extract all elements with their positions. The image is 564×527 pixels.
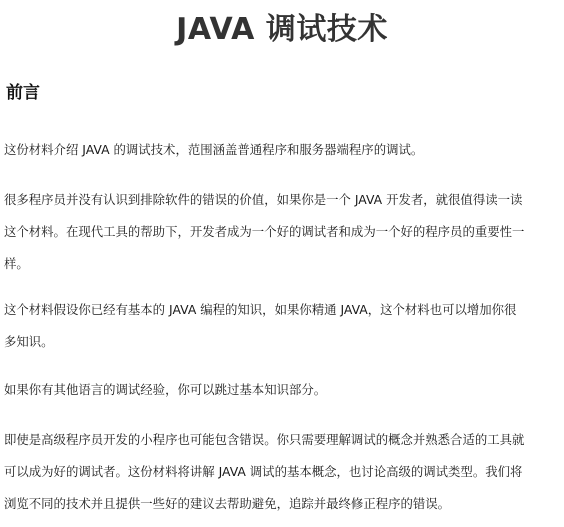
paragraph-line: 浏览不同的技术并且提供一些好的建议去帮助避免，追踪并最终修正程序的错误。 bbox=[4, 496, 451, 511]
paragraph-skip-basics bbox=[4, 374, 560, 406]
section-heading-preface: 前言 bbox=[6, 83, 40, 103]
paragraph-advanced bbox=[4, 424, 560, 520]
paragraph-line: 这份材料介绍 JAVA 的调试技术，范围涵盖普通程序和服务器端程序的调试。 bbox=[4, 142, 424, 157]
paragraph-line: 即使是高级程序员开发的小程序也可能包含错误。你只需要理解调试的概念并熟悉合适的工具就 bbox=[4, 432, 525, 447]
paragraph-line: 多知识。 bbox=[4, 334, 54, 349]
paragraph-value-of-debugging bbox=[4, 184, 560, 280]
paragraph-prerequisites bbox=[4, 294, 560, 358]
paragraph-intro bbox=[4, 134, 560, 166]
paragraph-line: 很多程序员并没有认识到排除软件的错误的价值，如果你是一个 JAVA 开发者，就很值得读一读 bbox=[4, 192, 523, 207]
paragraph-line: 这个材料。在现代工具的帮助下，开发者成为一个好的调试者和成为一个好的程序员的重要性一 bbox=[4, 224, 525, 239]
paragraph-line: 样。 bbox=[4, 256, 29, 271]
paragraph-line: 这个材料假设你已经有基本的 JAVA 编程的知识，如果你精通 JAVA，这个材料也可以增加你很 bbox=[4, 302, 517, 317]
paragraph-line: 可以成为好的调试者。这份材料将讲解 JAVA 调试的基本概念，也讨论高级的调试类型。我们将 bbox=[4, 464, 523, 479]
paragraph-line: 如果你有其他语言的调试经验，你可以跳过基本知识部分。 bbox=[4, 382, 327, 397]
document-title: JAVA 调试技术 bbox=[176, 12, 388, 47]
